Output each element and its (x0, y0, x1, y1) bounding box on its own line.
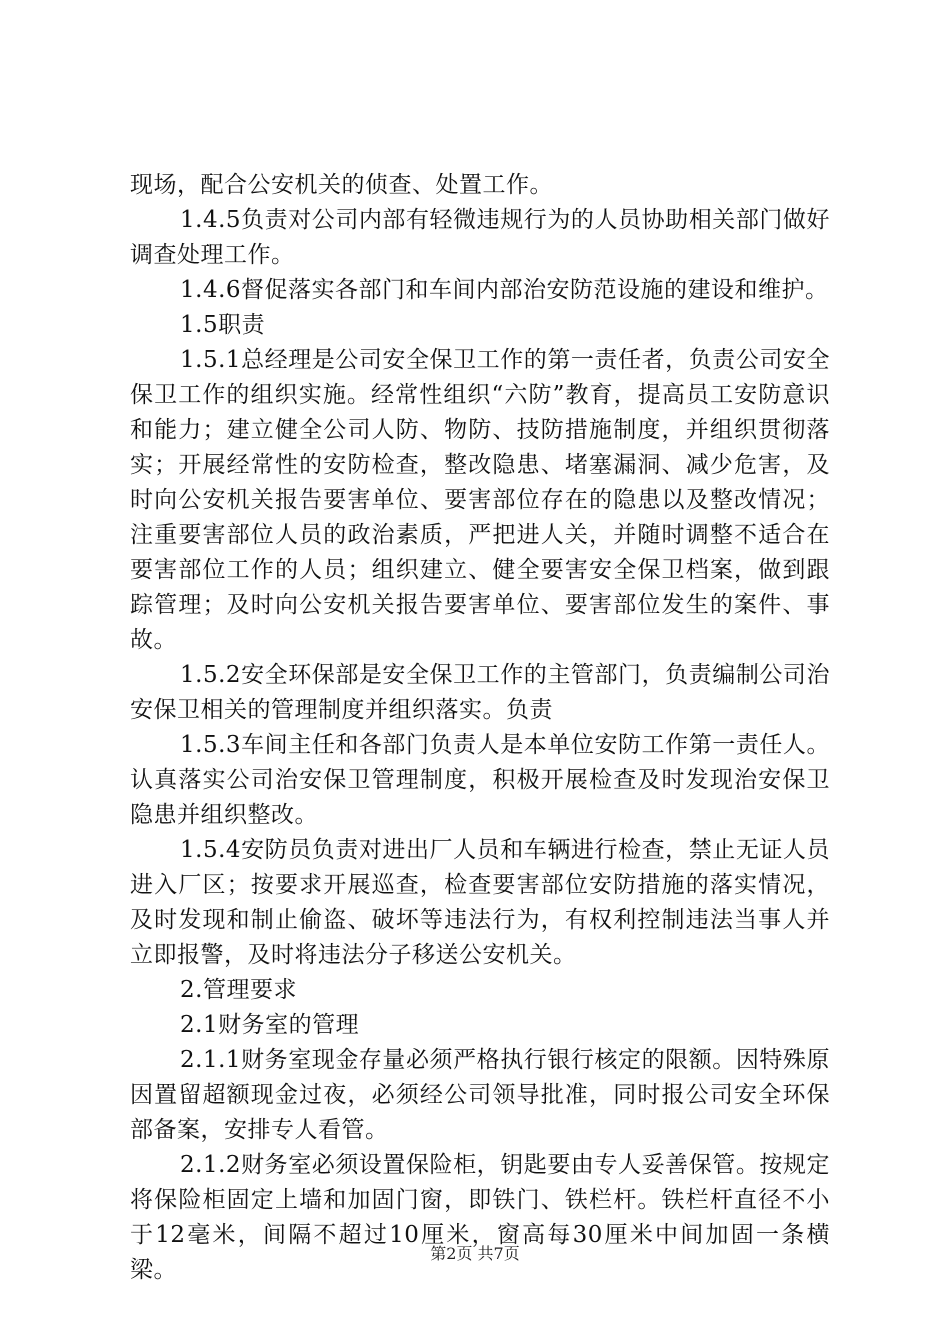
paragraph-1-5-4: 1.5.4安防员负责对进出厂人员和车辆进行检查，禁止无证人员进入厂区；按要求开展巡查，检查要害部位安防措施的落实情况，及时发现和制止偷盗、破坏等违法行为，有权利控制违法当事人并立即报警，及时将违法分子移送公安机关。 (130, 837, 830, 968)
paragraph-1-4-5: 1.4.5负责对公司内部有轻微违规行为的人员协助相关部门做好调查处理工作。 (130, 207, 830, 268)
heading-2-1: 2.1财务室的管理 (180, 1012, 360, 1038)
document-body (130, 168, 830, 1288)
paragraph-1-4-6: 1.4.6督促落实各部门和车间内部治安防范设施的建设和维护。 (180, 277, 829, 303)
paragraph-1-5-1: 1.5.1总经理是公司安全保卫工作的第一责任者，负责公司安全保卫工作的组织实施。经常性组织“六防”教育，提高员工安防意识和能力；建立健全公司人防、物防、技防措施制度，并组织贯彻落实；开展经常性的安防检查，整改隐患、堵塞漏洞、减少危害，及时向公安机关报告要害单位、要害部位存在的隐患以及整改情况；注重要害部位人员的政治素质，严把进人关，并随时调整不适合在要害部位工作的人员；组织建立、健全要害安全保卫档案，做到跟踪管理；及时向公安机关报告要害单位、要害部位发生的案件、事故。 (130, 347, 830, 653)
paragraph: 现场，配合公安机关的侦查、处置工作。 (130, 172, 553, 198)
heading-2: 2.管理要求 (180, 977, 297, 1003)
page-number-footer: 第2页 共7页 (430, 1244, 520, 1263)
paragraph-2-1-2: 2.1.2财务室必须设置保险柜，钥匙要由专人妥善保管。按规定将保险柜固定上墙和加固门窗，即铁门、铁栏杆。铁栏杆直径不小于12毫米，间隔不超过10厘米，窗高每30厘米中间加固一条横梁。 (130, 1152, 830, 1283)
paragraph-1-5-3: 1.5.3车间主任和各部门负责人是本单位安防工作第一责任人。认真落实公司治安保卫管理制度，积极开展检查及时发现治安保卫隐患并组织整改。 (130, 732, 830, 828)
heading-1-5: 1.5职责 (180, 312, 266, 338)
paragraph-1-5-2: 1.5.2安全环保部是安全保卫工作的主管部门，负责编制公司治安保卫相关的管理制度并组织落实。负责 (130, 662, 830, 723)
paragraph-2-1-1: 2.1.1财务室现金存量必须严格执行银行核定的限额。因特殊原因置留超额现金过夜，必须经公司领导批准，同时报公司安全环保部备案，安排专人看管。 (130, 1047, 830, 1143)
